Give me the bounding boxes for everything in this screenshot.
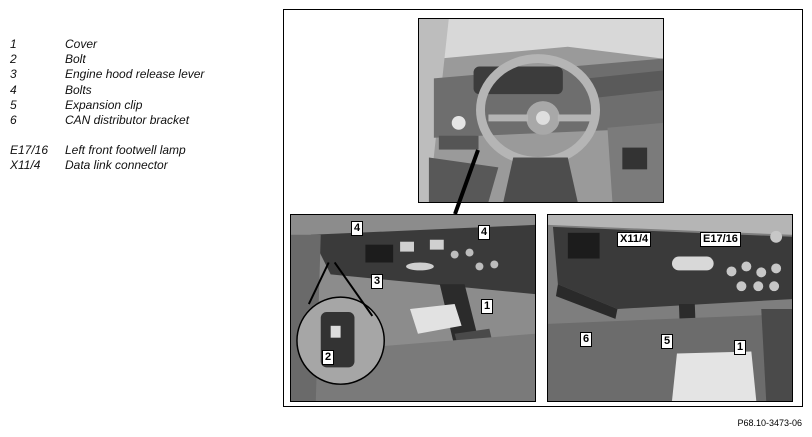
legend-text: Engine hood release lever — [65, 67, 205, 82]
callout-4-right: 4 — [478, 225, 490, 240]
legend-item — [10, 113, 270, 128]
legend-key: 1 — [10, 37, 17, 51]
legend-item — [10, 158, 270, 173]
legend-text: CAN distributor bracket — [65, 112, 190, 127]
legend-text: Expansion clip — [65, 97, 143, 112]
legend-item — [10, 143, 270, 158]
legend-item — [10, 37, 270, 52]
interior-overview-photo — [418, 18, 664, 203]
legend-key: E17/16 — [10, 143, 49, 158]
legend-key: X11/4 — [10, 158, 41, 173]
panel-illustration-right — [548, 215, 792, 401]
legend-text: Left front footwell lamp — [65, 143, 186, 158]
callout-2: 2 — [322, 350, 334, 365]
legend-text: Bolts — [65, 82, 92, 97]
legend-item — [10, 67, 270, 82]
legend-key: 3 — [10, 67, 17, 82]
legend-text: Cover — [65, 37, 98, 51]
callout-4-left: 4 — [351, 221, 363, 236]
legend-key: 5 — [10, 97, 17, 112]
panel-detail-photo-right — [547, 214, 793, 402]
parts-legend — [10, 37, 270, 174]
legend-key: 4 — [10, 82, 17, 97]
legend-text: Bolt — [65, 52, 86, 67]
legend-text: Data link connector — [65, 158, 168, 173]
callout-1: 1 — [481, 299, 493, 314]
callout-x11-4: X11/4 — [617, 232, 651, 247]
interior-illustration — [419, 19, 663, 202]
callout-e17-16: E17/16 — [700, 232, 741, 247]
legend-key: 2 — [10, 52, 17, 67]
legend-item — [10, 52, 270, 67]
legend-item — [10, 83, 270, 98]
callout-6: 6 — [580, 332, 592, 347]
callout-5: 5 — [661, 334, 673, 349]
legend-key: 6 — [10, 112, 17, 127]
figure-id: P68.10-3473-06 — [737, 418, 802, 428]
panel-detail-photo-left — [290, 214, 536, 402]
legend-item — [10, 98, 270, 113]
callout-1: 1 — [734, 340, 746, 355]
callout-3: 3 — [371, 274, 383, 289]
panel-illustration-left — [291, 215, 535, 401]
